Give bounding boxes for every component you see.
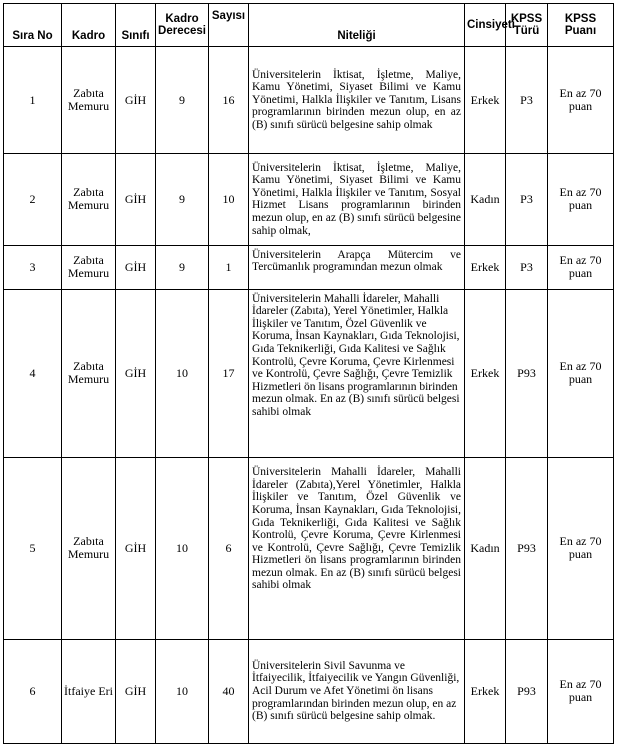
cell-kadro: İtfaiye Eri	[62, 639, 116, 743]
cell-kpss-turu: P93	[506, 458, 548, 640]
header-kpss-puani: KPSS Puanı	[548, 4, 614, 47]
cell-niteligi: Üniversitelerin Mahalli İdareler, Mahalli İdareler (Zabıta),Yerel Yönetimler, Halkla İlişkiler ve Tanıtım, Özel Güvenlik ve Koruma, İnsan Kaynakları, Gıda Teknolojisi, Gıda Teknikerliği, Gıda Kalitesi ve Sağlık Kontrolü, Çevre Koruma, Çevre Kirlenmesi ve Kontrolü, Çevre Sağlığı, Çevre Temizlik Hizmetleri ön lisans programlarının birinden mezun olmak. En az (B) sınıfı sürücü belgesi sahibi olmak	[249, 458, 465, 640]
cell-sayisi: 1	[209, 245, 249, 289]
cell-cinsiyet: Erkek	[465, 639, 506, 743]
cell-sinifi: GİH	[116, 639, 156, 743]
cell-sinifi: GİH	[116, 245, 156, 289]
table-row	[4, 289, 614, 457]
table-row	[4, 458, 614, 640]
table-row	[4, 154, 614, 245]
cell-kadro: Zabıta Memuru	[62, 289, 116, 457]
cell-kadro-derecesi: 10	[156, 639, 209, 743]
cell-kpss-puani: En az 70 puan	[548, 639, 614, 743]
cell-sayisi: 10	[209, 154, 249, 245]
cell-kpss-puani: En az 70 puan	[548, 458, 614, 640]
cell-kadro: Zabıta Memuru	[62, 154, 116, 245]
header-cinsiyet: Cinsiyeti	[465, 4, 506, 47]
cell-sira-no: 6	[4, 639, 62, 743]
header-sinifi: Sınıfı	[116, 4, 156, 47]
cell-sayisi: 6	[209, 458, 249, 640]
cell-sinifi: GİH	[116, 289, 156, 457]
cell-kpss-puani: En az 70 puan	[548, 245, 614, 289]
cell-niteligi: Üniversitelerin Sivil Savunma ve İtfaiyecilik, İtfaiyecilik ve Yangın Güvenliği, Acil Durum ve Afet Yönetimi ön lisans programlarından birinden mezun olup, en az (B) sınıfı sürücü belgesine sahip olmak.	[249, 639, 465, 743]
cell-sayisi: 16	[209, 47, 249, 154]
header-kadro: Kadro	[62, 4, 116, 47]
cell-kadro: Zabıta Memuru	[62, 245, 116, 289]
cell-kadro: Zabıta Memuru	[62, 47, 116, 154]
cell-sira-no: 2	[4, 154, 62, 245]
cell-sinifi: GİH	[116, 154, 156, 245]
cell-kpss-turu: P93	[506, 639, 548, 743]
cell-sira-no: 5	[4, 458, 62, 640]
table-row	[4, 639, 614, 743]
cell-kpss-turu: P3	[506, 47, 548, 154]
cell-cinsiyet: Erkek	[465, 289, 506, 457]
table-row	[4, 47, 614, 154]
cell-kadro-derecesi: 9	[156, 154, 209, 245]
cell-cinsiyet: Kadın	[465, 458, 506, 640]
cell-cinsiyet: Kadın	[465, 154, 506, 245]
cell-niteligi: Üniversitelerin İktisat, İşletme, Maliye, Kamu Yönetimi, Siyaset Bilimi ve Kamu Yönetimi, Halkla İlişkiler ve Tanıtım, Lisans programlarının birinden mezun olup, en az (B) sınıfı sürücü belgesine sahip olmak	[249, 47, 465, 154]
cell-sinifi: GİH	[116, 47, 156, 154]
cell-kadro-derecesi: 10	[156, 289, 209, 457]
header-kpss-turu: KPSS Türü	[506, 4, 548, 47]
cell-sira-no: 3	[4, 245, 62, 289]
header-niteligi: Niteliği	[249, 4, 465, 47]
cell-kpss-turu: P3	[506, 154, 548, 245]
cell-sira-no: 1	[4, 47, 62, 154]
cell-kpss-puani: En az 70 puan	[548, 289, 614, 457]
cell-kpss-turu: P3	[506, 245, 548, 289]
cell-kpss-puani: En az 70 puan	[548, 47, 614, 154]
cell-sayisi: 17	[209, 289, 249, 457]
cell-kadro-derecesi: 9	[156, 245, 209, 289]
cell-kpss-turu: P93	[506, 289, 548, 457]
cell-sinifi: GİH	[116, 458, 156, 640]
table-header-row	[4, 4, 614, 47]
cell-cinsiyet: Erkek	[465, 47, 506, 154]
cell-sayisi: 40	[209, 639, 249, 743]
cell-kadro-derecesi: 10	[156, 458, 209, 640]
cell-kpss-puani: En az 70 puan	[548, 154, 614, 245]
cell-kadro: Zabıta Memuru	[62, 458, 116, 640]
header-sira-no: Sıra No	[4, 4, 62, 47]
cell-sira-no: 4	[4, 289, 62, 457]
header-kadro-derecesi: Kadro Derecesi	[156, 4, 209, 47]
cell-niteligi: Üniversitelerin İktisat, İşletme, Maliye, Kamu Yönetimi, Siyaset Bilimi ve Kamu Yönetimi, Halkla İlişkiler ve Tanıtım, Sosyal Hizmet Lisans programlarının birinden mezun olup, en az (B) sınıfı sürücü belgesine sahip olmak,	[249, 154, 465, 245]
header-sayisi: Sayısı	[209, 4, 249, 47]
cell-cinsiyet: Erkek	[465, 245, 506, 289]
recruitment-table	[3, 3, 614, 744]
cell-niteligi: Üniversitelerin Arapça Mütercim ve Tercümanlık programından mezun olmak	[249, 245, 465, 289]
cell-kadro-derecesi: 9	[156, 47, 209, 154]
cell-niteligi: Üniversitelerin Mahalli İdareler, Mahalli İdareler (Zabıta), Yerel Yönetimler, Halkla İlişkiler ve Tanıtım, Özel Güvenlik ve Koruma, İnsan Kaynakları, Gıda Teknolojisi, Gıda Teknikerliği, Gıda Kalitesi ve Sağlık Kontrolü, Çevre Koruma, Çevre Kirlenmesi ve Kontrolü, Çevre Sağlığı, Çevre Temizlik Hizmetleri ön lisans programlarının birinden mezun olmak. En az (B) sınıfı sürücü belgesi sahibi olmak	[249, 289, 465, 457]
table-row	[4, 245, 614, 289]
